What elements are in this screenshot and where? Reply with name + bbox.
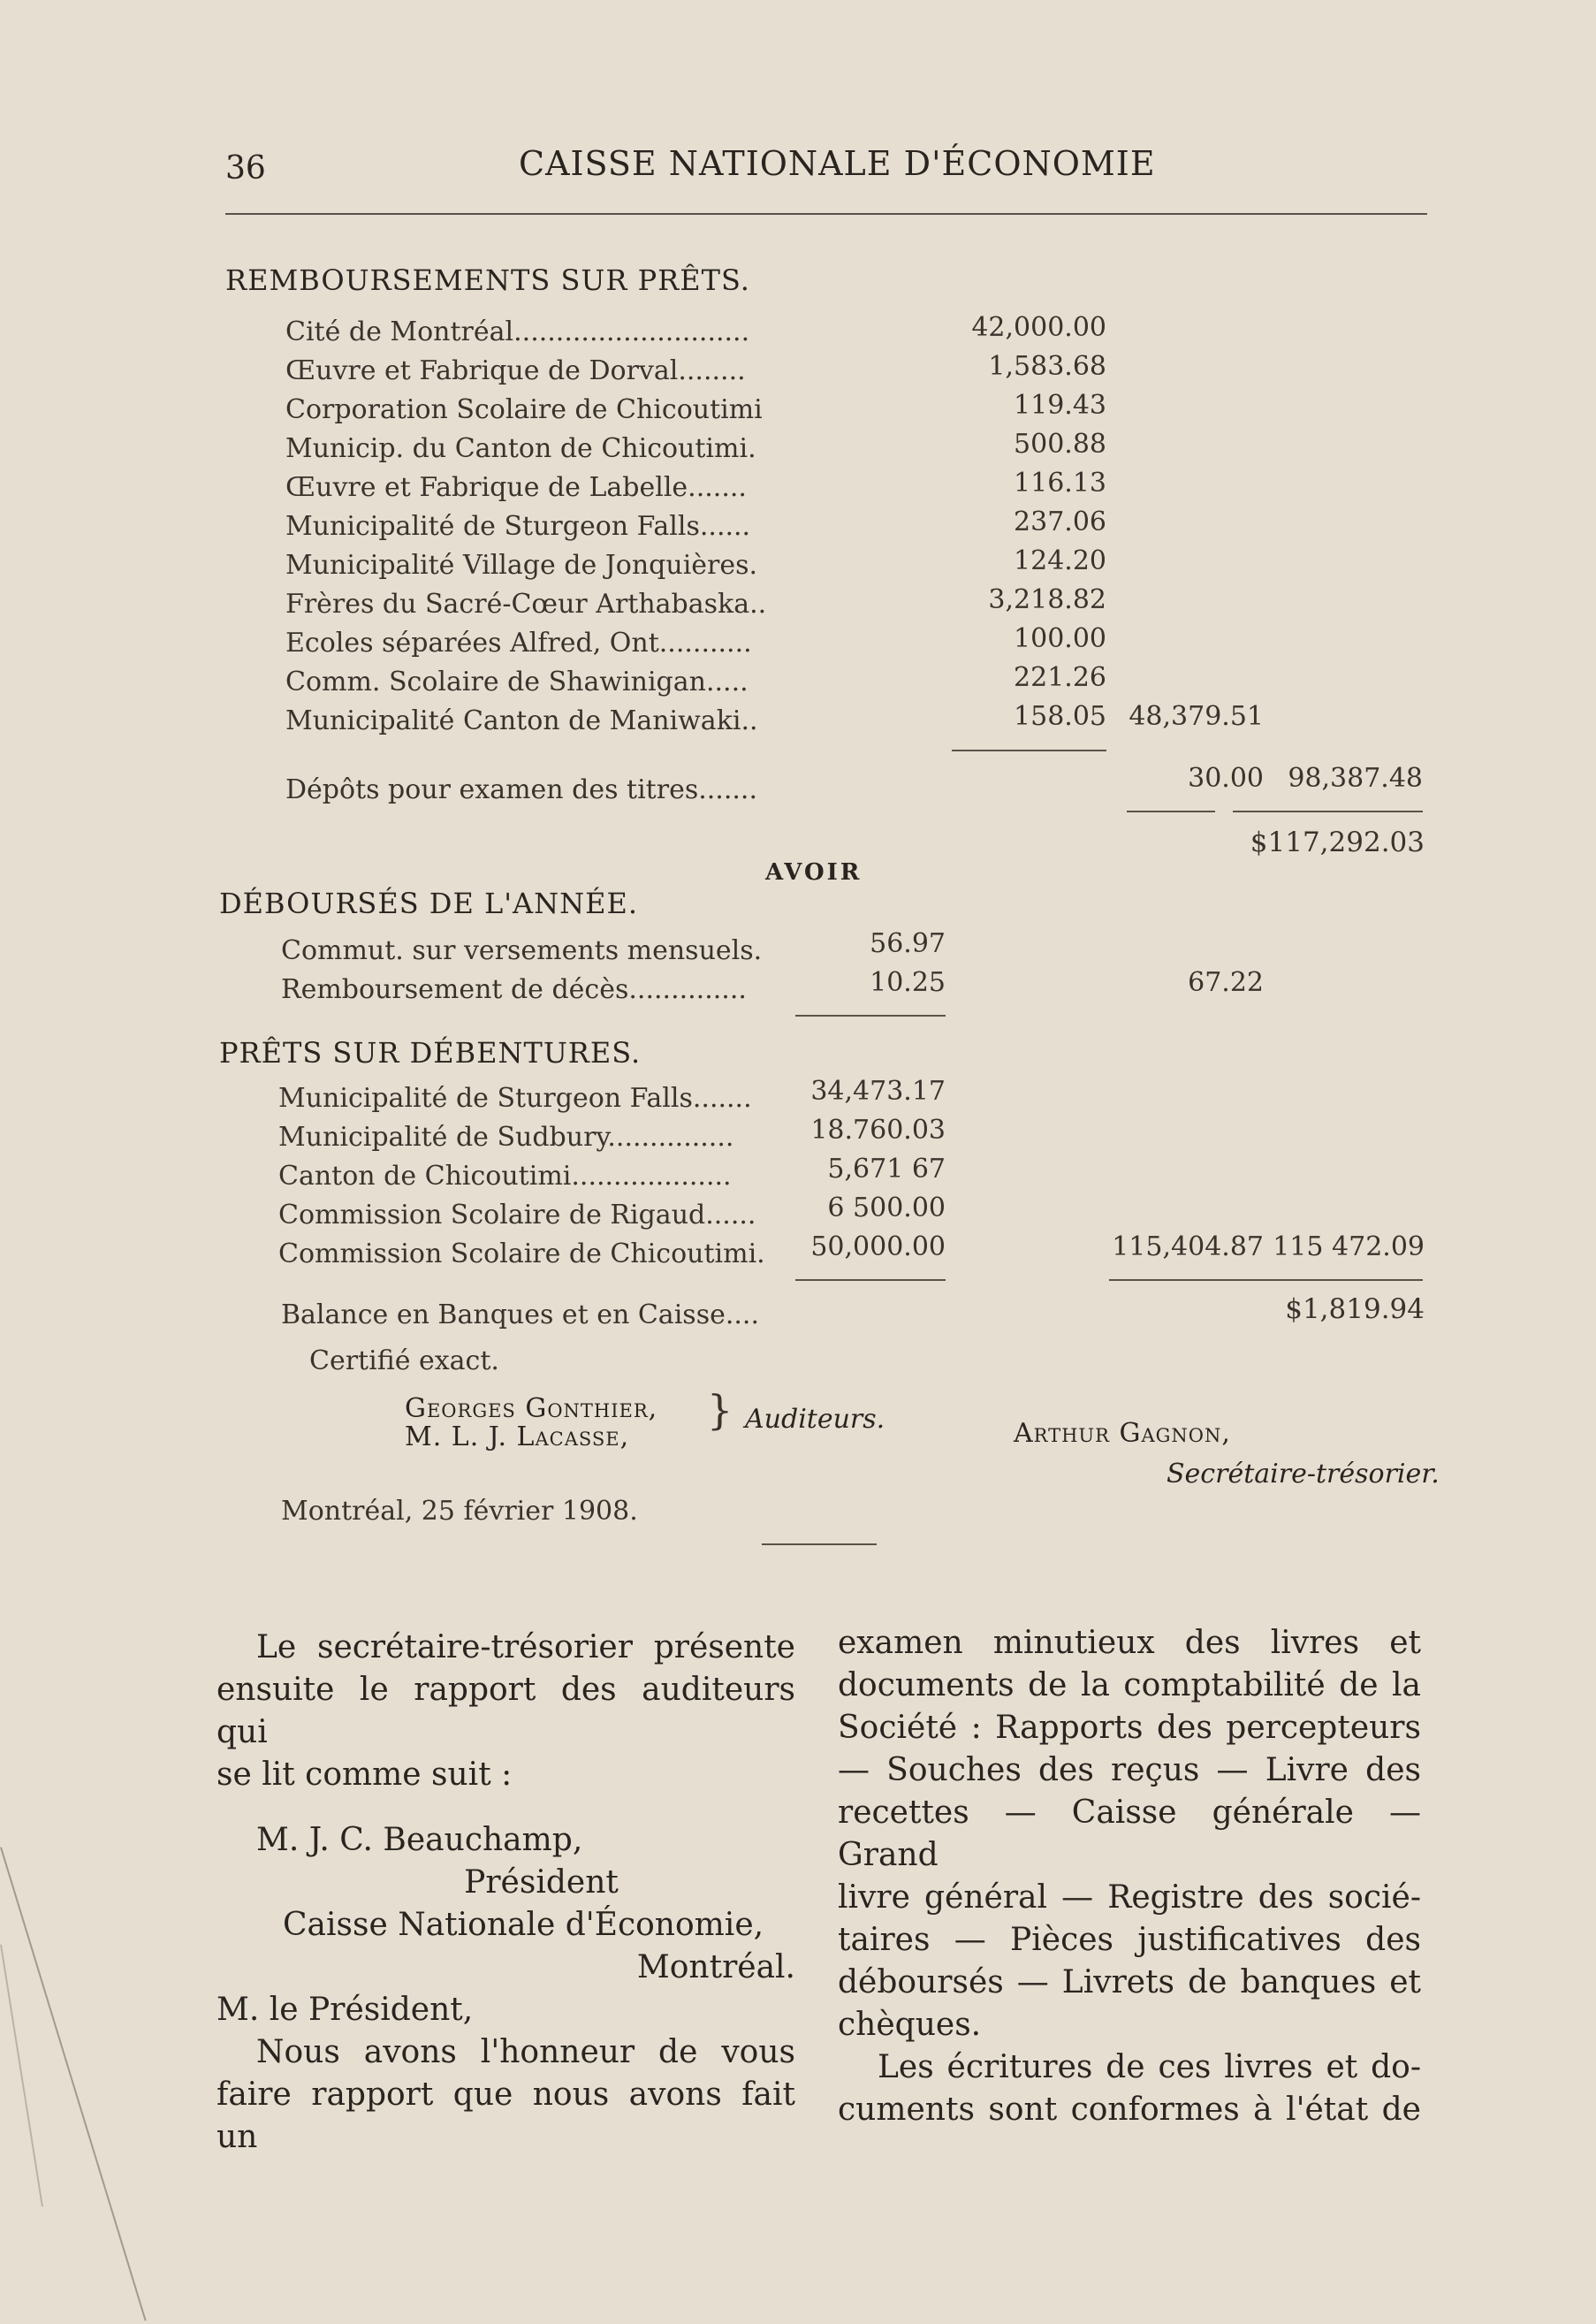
list-item-label: Ecoles séparées Alfred, Ont........... bbox=[285, 628, 752, 659]
text-line: Le secrétaire-trésorier présente bbox=[256, 1629, 795, 1665]
sum-rule bbox=[1233, 811, 1423, 812]
text-line: — Souches des reçus — Livre des bbox=[838, 1752, 1421, 1788]
list-item-label: Municipalité Canton de Maniwaki.. bbox=[285, 705, 758, 736]
list-item-amount: 158.05 bbox=[1014, 701, 1106, 732]
certifie-text: Certifié exact. bbox=[309, 1345, 499, 1376]
list-item-amount: 124.20 bbox=[1014, 545, 1106, 576]
salutation: M. le Président, bbox=[217, 1992, 474, 2028]
list-item-amount: 5,671 67 bbox=[827, 1154, 946, 1185]
balance-label: Balance en Banques et en Caisse.... bbox=[281, 1299, 759, 1330]
list-item-amount: 100.00 bbox=[1014, 623, 1106, 654]
avoir-heading: AVOIR bbox=[765, 859, 863, 886]
list-item-amount: 56.97 bbox=[870, 928, 946, 959]
sum-rule bbox=[795, 1015, 946, 1017]
address-line: Président bbox=[464, 1864, 619, 1901]
text-line: faire rapport que nous avons fait un bbox=[217, 2076, 795, 2155]
balance-amount: $1,819.94 bbox=[1285, 1293, 1425, 1325]
list-item-amount: 6 500.00 bbox=[827, 1192, 946, 1223]
list-item-amount: 10.25 bbox=[870, 967, 946, 998]
prets-heading: PRÊTS SUR DÉBENTURES. bbox=[219, 1036, 642, 1070]
list-item-label: Canton de Chicoutimi................... bbox=[278, 1161, 732, 1192]
text-line: livre général — Registre des socié- bbox=[838, 1879, 1421, 1916]
sum-rule bbox=[795, 1279, 946, 1281]
auditeur-name: M. L. J. Lacasse, bbox=[405, 1421, 630, 1452]
page-number: 36 bbox=[225, 150, 266, 187]
prets-total: 115,404.87 bbox=[1112, 1231, 1264, 1262]
list-item-label: Œuvre et Fabrique de Dorval........ bbox=[285, 355, 746, 386]
address-line: Montréal. bbox=[636, 1949, 795, 1985]
text-line: déboursés — Livrets de banques et bbox=[838, 1964, 1421, 2000]
list-item-label: Œuvre et Fabrique de Labelle....... bbox=[285, 472, 747, 503]
text-line: documents de la comptabilité de la bbox=[838, 1667, 1421, 1703]
list-item-label: Comm. Scolaire de Shawinigan..... bbox=[285, 667, 749, 697]
list-item-amount: 18.760.03 bbox=[810, 1115, 946, 1146]
sum-rule bbox=[952, 750, 1106, 751]
prets-grand-total: 115 472.09 bbox=[1273, 1231, 1425, 1262]
page-title: CAISSE NATIONALE D'ÉCONOMIE bbox=[519, 144, 1156, 183]
remboursements-grand-total: $117,292.03 bbox=[1250, 827, 1425, 858]
text-line: Nous avons l'honneur de vous bbox=[256, 2034, 795, 2070]
list-item-label: Municipalité de Sudbury............... bbox=[278, 1122, 734, 1153]
list-item-amount: 3,218.82 bbox=[988, 584, 1106, 615]
list-item-label: Municipalité de Sturgeon Falls....... bbox=[278, 1083, 752, 1114]
list-item-amount: 42,000.00 bbox=[971, 312, 1106, 343]
depots-amount: 30.00 bbox=[1188, 763, 1264, 794]
list-item-label: Municipalité Village de Jonquières. bbox=[285, 550, 758, 581]
list-item-label: Commission Scolaire de Rigaud...... bbox=[278, 1200, 756, 1231]
list-item-label: Municip. du Canton de Chicoutimi. bbox=[285, 433, 756, 464]
auditeurs-role: Auditeurs. bbox=[745, 1404, 885, 1435]
list-item-amount: 237.06 bbox=[1014, 507, 1106, 537]
remboursements-heading: REMBOURSEMENTS SUR PRÊTS. bbox=[225, 263, 750, 297]
secretaire-role: Secrétaire-trésorier. bbox=[1167, 1459, 1440, 1490]
secretaire-name: Arthur Gagnon, bbox=[1014, 1418, 1231, 1449]
list-item-label: Corporation Scolaire de Chicoutimi bbox=[285, 394, 763, 425]
text-line: cuments sont conformes à l'état de bbox=[838, 2092, 1421, 2128]
list-item-amount: 500.88 bbox=[1014, 429, 1106, 460]
list-item-amount: 1,583.68 bbox=[988, 351, 1106, 382]
depots-total: 98,387.48 bbox=[1288, 763, 1423, 794]
sum-rule bbox=[1127, 811, 1215, 812]
debourses-heading: DÉBOURSÉS DE L'ANNÉE. bbox=[219, 887, 639, 920]
address-line: Caisse Nationale d'Économie, bbox=[283, 1907, 764, 1943]
list-item-label: Frères du Sacré-Cœur Arthabaska.. bbox=[285, 589, 767, 620]
debourses-total: 67.22 bbox=[1188, 967, 1264, 998]
auditeur-name: Georges Gonthier, bbox=[405, 1393, 658, 1424]
remboursements-subtotal: 48,379.51 bbox=[1129, 701, 1264, 732]
text-line: Les écritures de ces livres et do- bbox=[878, 2049, 1421, 2085]
list-item-amount: 34,473.17 bbox=[810, 1076, 946, 1107]
page-crease bbox=[0, 1945, 43, 2207]
text-line: taires — Pièces justificatives des bbox=[838, 1922, 1421, 1958]
text-line: chèques. bbox=[838, 2007, 982, 2043]
left-column bbox=[217, 1627, 795, 2159]
divider bbox=[762, 1543, 877, 1545]
header-rule bbox=[225, 213, 1427, 215]
list-item-label: Remboursement de décès.............. bbox=[281, 974, 747, 1005]
list-item-label: Commission Scolaire de Chicoutimi. bbox=[278, 1238, 765, 1269]
text-line: Société : Rapports des percepteurs bbox=[838, 1710, 1421, 1746]
list-item-label: Municipalité de Sturgeon Falls...... bbox=[285, 511, 751, 542]
list-item-label: Commut. sur versements mensuels. bbox=[281, 935, 763, 966]
list-item-amount: 116.13 bbox=[1014, 468, 1106, 499]
list-item-label: Cité de Montréal............................ bbox=[285, 316, 750, 347]
document-date: Montréal, 25 février 1908. bbox=[281, 1496, 638, 1527]
right-column bbox=[838, 1622, 1421, 2131]
list-item-amount: 50,000.00 bbox=[810, 1231, 946, 1262]
text-line: se lit comme suit : bbox=[217, 1756, 513, 1793]
sum-rule bbox=[1109, 1279, 1423, 1281]
address-line: M. J. C. Beauchamp, bbox=[256, 1822, 583, 1858]
text-line: ensuite le rapport des auditeurs qui bbox=[217, 1672, 795, 1750]
list-item-amount: 119.43 bbox=[1014, 390, 1106, 421]
depots-label: Dépôts pour examen des titres....... bbox=[285, 774, 757, 805]
text-line: recettes — Caisse générale — Grand bbox=[838, 1794, 1421, 1873]
brace-icon: } bbox=[707, 1386, 733, 1434]
text-line: examen minutieux des livres et bbox=[838, 1625, 1421, 1661]
list-item-amount: 221.26 bbox=[1014, 662, 1106, 693]
